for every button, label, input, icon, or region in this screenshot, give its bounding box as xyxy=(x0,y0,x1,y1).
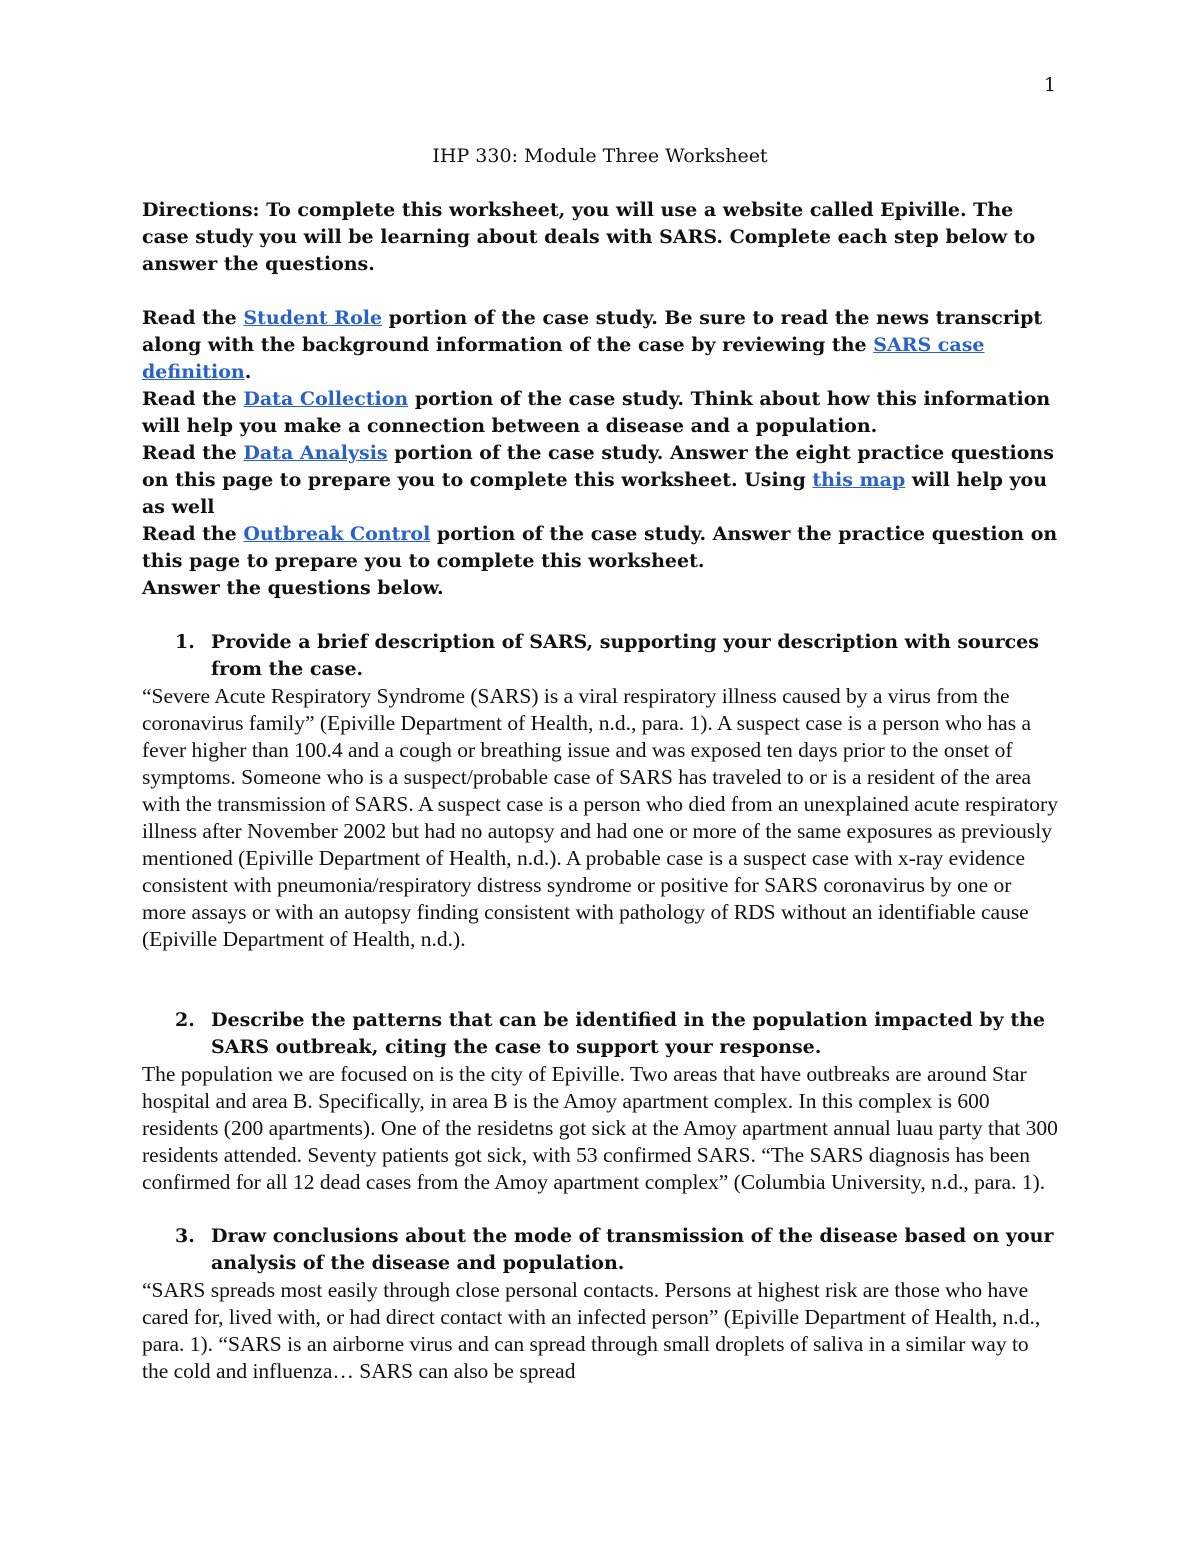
answer-2: The population we are focused on is the city of Epiville. Two areas that have outbreaks are around Star hospital and area B. Specifically, in area B is the Amoy apartment complex. In this complex is 600 residents (200 apartments). One of the residetns got sick at the Amoy apartment annual luau party that 300 residents attended. Seventy patients got sick, with 53 confirmed SARS. “The SARS diagnosis has been confirmed for all 12 dead cases from the Amoy apartment complex” (Columbia University, n.d., para. 1). xyxy=(142,1062,1058,1194)
final-instruction: Answer the questions below. xyxy=(142,577,444,599)
question-text: Provide a brief description of SARS, supporting your description with sources from the case. xyxy=(211,631,1039,680)
page-title: IHP 330: Module Three Worksheet xyxy=(432,145,768,167)
student-role-link[interactable]: Student Role xyxy=(243,307,383,329)
document-body xyxy=(142,197,1058,1385)
question-2 xyxy=(142,1007,1058,1061)
this-map-link[interactable]: this map xyxy=(812,469,906,491)
question-3 xyxy=(142,1223,1058,1277)
data-analysis-link[interactable]: Data Analysis xyxy=(243,442,388,464)
question-number: 2. xyxy=(175,1009,195,1031)
question-text: Describe the patterns that can be identified in the population impacted by the SARS outbreak, citing the case to support your response. xyxy=(211,1009,1045,1058)
answer-1: “Severe Acute Respiratory Syndrome (SARS) is a viral respiratory illness caused by a virus from the coronavirus family” (Epiville Department of Health, n.d., para. 1). A suspect case is a person who has a fever higher than 100.4 and a cough or breathing issue and was exposed ten days prior to the onset of symptoms. Someone who is a suspect/probable case of SARS has traveled to or is a resident of the area with the transmission of SARS. A suspect case is a person who died from an unexplained acute respiratory illness after November 2002 but had no autopsy and had one or more of the same exposures as previously mentioned (Epiville Department of Health, n.d.). A probable case is a suspect case with x-ray evidence consistent with pneumonia/respiratory distress syndrome or positive for SARS coronavirus by one or more assays or with an autopsy finding consistent with pathology of RDS without an identifiable cause (Epiville Department of Health, n.d.). xyxy=(142,684,1058,951)
step-student-role: Read the Student Role portion of the case study. Be sure to read the news transcript along with the background information of the case by reviewing the SARS case definition. xyxy=(142,307,1043,383)
answer-3: “SARS spreads most easily through close personal contacts. Persons at highest risk are those who have cared for, lived with, or had direct contact with an infected person” (Epiville Department of Health, n.d., para. 1). “SARS is an airborne virus and can spread through small droplets of saliva in a similar way to the cold and influenza… SARS can also be spread xyxy=(142,1278,1041,1383)
question-1 xyxy=(142,629,1058,683)
step-data-analysis: Read the Data Analysis portion of the case study. Answer the eight practice questions on this page to prepare you to complete this worksheet. Using this map will help you as well xyxy=(142,442,1054,518)
page-number: 1 xyxy=(1043,74,1056,96)
step-outbreak-control: Read the Outbreak Control portion of the case study. Answer the practice question on this page to prepare you to complete this worksheet. xyxy=(142,523,1058,572)
outbreak-control-link[interactable]: Outbreak Control xyxy=(243,523,431,545)
sars-case-definition-link[interactable]: SARS case definition xyxy=(142,334,985,383)
question-text: Draw conclusions about the mode of transmission of the disease based on your analysis of the disease and population. xyxy=(211,1225,1054,1274)
step-data-collection: Read the Data Collection portion of the case study. Think about how this information will help you make a connection between a disease and a population. xyxy=(142,388,1051,437)
directions: Directions: To complete this worksheet, you will use a website called Epiville. The case study you will be learning about deals with SARS. Complete each step below to answer the questions. xyxy=(142,199,1036,275)
question-number: 1. xyxy=(175,631,195,653)
data-collection-link[interactable]: Data Collection xyxy=(243,388,409,410)
question-number: 3. xyxy=(175,1225,195,1247)
